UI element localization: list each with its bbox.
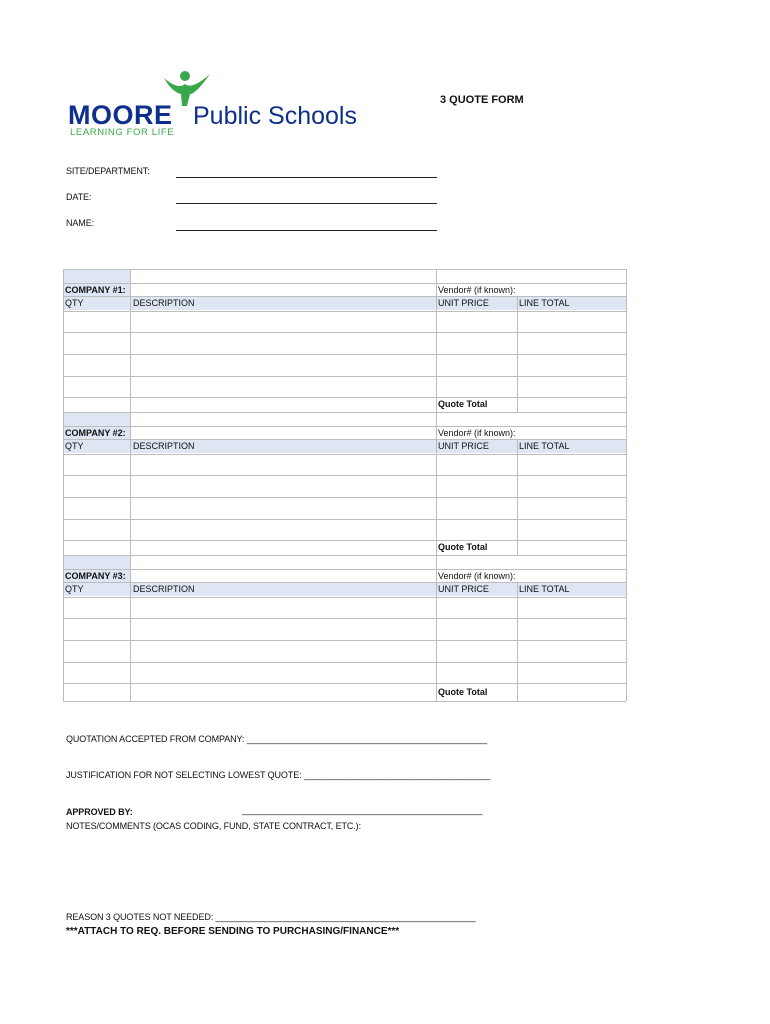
- grid-row-line: [63, 426, 626, 427]
- notes-label: NOTES/COMMENTS (OCAS CODING, FUND, STATE CONTRACT, ETC.):: [66, 821, 361, 831]
- grid-row-line: [63, 701, 626, 702]
- description-header: DESCRIPTION: [133, 441, 195, 451]
- approved-by-label: APPROVED BY:: [66, 807, 133, 817]
- grid-col-line: [63, 269, 64, 701]
- grid-row-line: [63, 540, 626, 541]
- approved-by-line[interactable]: _________________________________________________: [242, 805, 483, 815]
- site-department-label: SITE/DEPARTMENT:: [66, 166, 150, 176]
- quote-line-row[interactable]: [63, 497, 626, 519]
- site-department-line[interactable]: [176, 177, 437, 178]
- description-header: DESCRIPTION: [133, 298, 195, 308]
- quote-total-label: Quote Total: [438, 399, 488, 409]
- grid-row-line: [63, 569, 626, 570]
- grid-col-line: [517, 439, 518, 555]
- quote-line-row[interactable]: [63, 354, 626, 376]
- line-total-header: LINE TOTAL: [519, 584, 570, 594]
- quote-line-row[interactable]: [63, 311, 626, 332]
- accepted-from-line: QUOTATION ACCEPTED FROM COMPANY: _________________________________________________: [66, 734, 488, 744]
- grid-col-line: [626, 269, 627, 701]
- quote-total-label: Quote Total: [438, 542, 488, 552]
- grid-col-line: [436, 269, 437, 701]
- grid-col-line: [517, 296, 518, 412]
- date-label: DATE:: [66, 192, 92, 202]
- qty-header: QTY: [65, 584, 84, 594]
- form-title: 3 QUOTE FORM: [440, 94, 524, 106]
- grid-row-line: [63, 283, 626, 284]
- logo-moore: MOORE: [68, 100, 173, 130]
- grid-row-line: [63, 269, 626, 270]
- quote-line-row[interactable]: [63, 519, 626, 540]
- grid-row-line: [63, 555, 626, 556]
- vendor-label: Vendor# (if known):: [438, 285, 516, 295]
- reason-line: REASON 3 QUOTES NOT NEEDED: _____________________________________________________: [66, 912, 476, 922]
- quote-line-row[interactable]: [63, 332, 626, 354]
- quote-line-row[interactable]: [63, 683, 626, 703]
- line-total-header: LINE TOTAL: [519, 298, 570, 308]
- quote-line-row[interactable]: [63, 597, 626, 618]
- company-label: COMPANY #2:: [65, 428, 126, 438]
- grid-col-line: [517, 582, 518, 701]
- name-label: NAME:: [66, 218, 95, 228]
- grid-col-line: [130, 269, 131, 701]
- unit-price-header: UNIT PRICE: [438, 298, 489, 308]
- description-header: DESCRIPTION: [133, 584, 195, 594]
- justification-line: JUSTIFICATION FOR NOT SELECTING LOWEST QUOTE: ______________________________________: [66, 770, 491, 780]
- date-line[interactable]: [176, 203, 437, 204]
- logo-public-schools: Public Schools: [193, 102, 357, 130]
- quote-line-row[interactable]: [63, 618, 626, 640]
- quote-line-row[interactable]: [63, 376, 626, 397]
- quote-line-row[interactable]: [63, 662, 626, 683]
- qty-header: QTY: [65, 298, 84, 308]
- company-label: COMPANY #1:: [65, 285, 126, 295]
- unit-price-header: UNIT PRICE: [438, 441, 489, 451]
- name-line[interactable]: [176, 230, 437, 231]
- grid-row-line: [63, 439, 626, 440]
- quote-table: [63, 269, 626, 701]
- grid-row-line: [63, 296, 626, 297]
- logo-tagline: LEARNING FOR LIFE: [70, 127, 175, 138]
- attach-notice: ***ATTACH TO REQ. BEFORE SENDING TO PURCHASING/FINANCE***: [66, 926, 400, 937]
- quote-line-row[interactable]: [63, 475, 626, 497]
- line-total-header: LINE TOTAL: [519, 441, 570, 451]
- vendor-label: Vendor# (if known):: [438, 571, 516, 581]
- company-label: COMPANY #3:: [65, 571, 126, 581]
- unit-price-header: UNIT PRICE: [438, 584, 489, 594]
- quote-line-row[interactable]: [63, 640, 626, 662]
- vendor-label: Vendor# (if known):: [438, 428, 516, 438]
- quote-total-label: Quote Total: [438, 687, 488, 697]
- grid-row-line: [63, 582, 626, 583]
- grid-row-line: [63, 412, 626, 413]
- quote-line-row[interactable]: [63, 454, 626, 475]
- grid-row-line: [63, 397, 626, 398]
- qty-header: QTY: [65, 441, 84, 451]
